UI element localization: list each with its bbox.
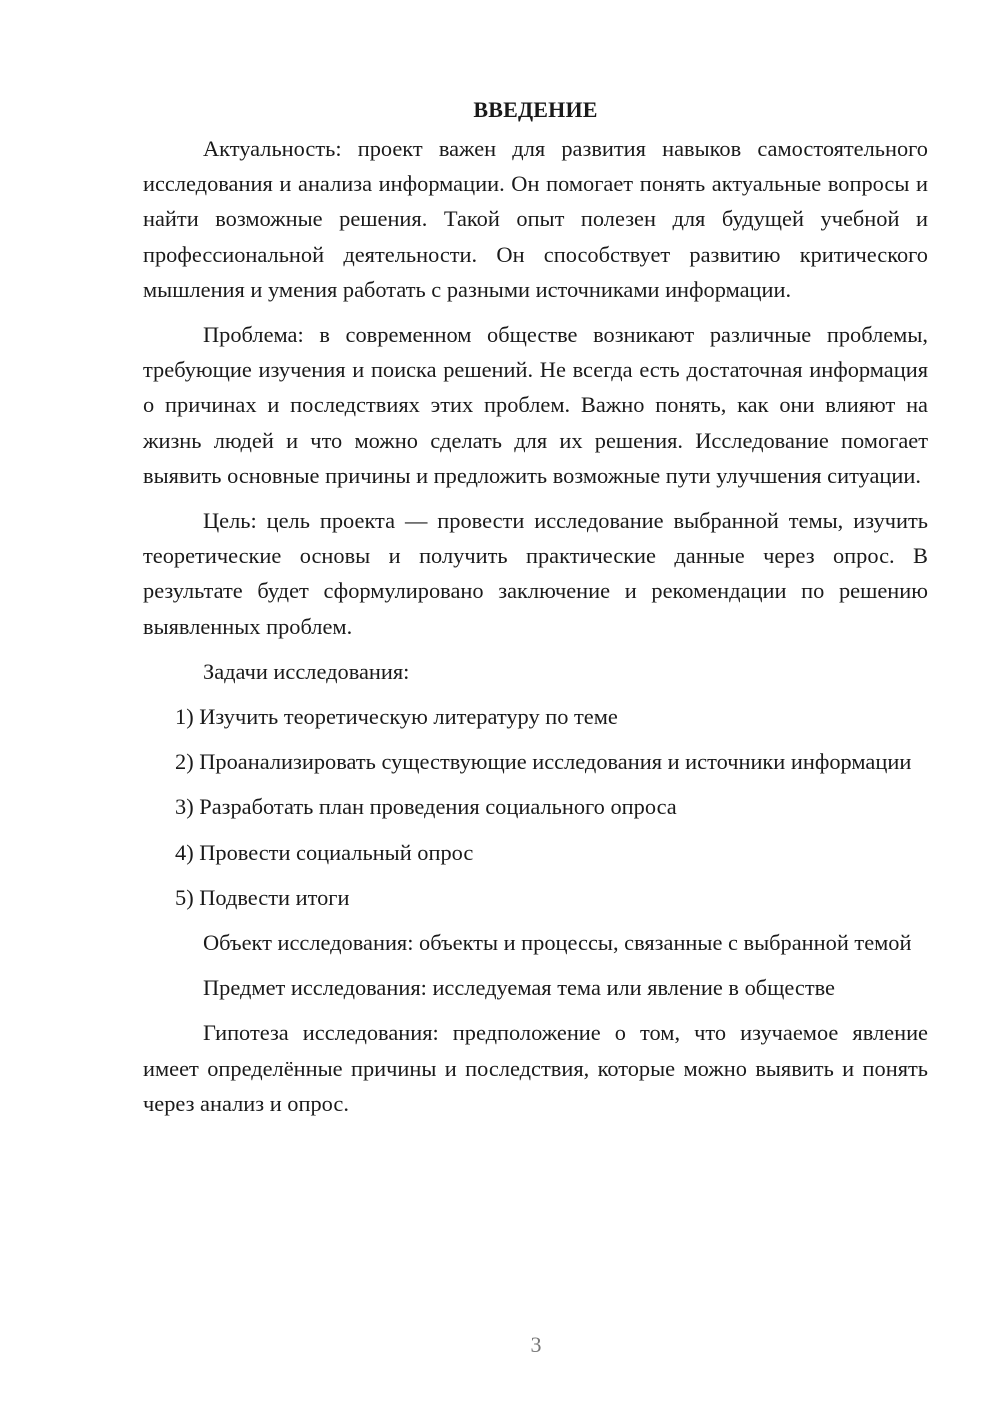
document-page [143,92,928,1131]
task-item-4: 4) Провести социальный опрос [175,839,474,865]
task-item-3: 3) Разработать план проведения социального опроса [175,794,677,820]
task-item-1: 1) Изучить теоретическую литературу по теме [175,704,618,730]
task-item-2: 2) Проанализировать существующие исследования и источники информации [175,749,912,775]
task-item-5: 5) Подвести итоги [175,884,350,910]
page-number: 3 [530,1332,542,1357]
object-paragraph: Объект исследования: объекты и процессы, связанные с выбранной темой [203,930,912,956]
hypothesis-paragraph: Гипотеза исследования: предположение о том, что изучаемое явление имеет определённые причины и последствия, которые можно выявить и понять через анализ и опрос. [143,1020,928,1116]
problem-paragraph: Проблема: в современном обществе возникают различные проблемы, требующие изучения и поиска решений. Не всегда есть достаточная информация о причинах и последствиях этих проблем. Важно понять, как они влияют на жизнь людей и что можно сделать для их решения. Исследование помогает выявить основные причины и предложить возможные пути улучшения ситуации. [143,322,928,488]
page-title: ВВЕДЕНИЕ [473,97,598,122]
tasks-heading: Задачи исследования: [203,658,410,684]
goal-paragraph: Цель: цель проекта — провести исследование выбранной темы, изучить теоретические основы и получить практические данные через опрос. В результате будет сформулировано заключение и рекомендации по решению выявленных проблем. [143,508,928,639]
subject-paragraph: Предмет исследования: исследуемая тема или явление в обществе [203,975,835,1001]
relevance-paragraph: Актуальность: проект важен для развития навыков самостоятельного исследования и анализа информации. Он помогает понять актуальные вопросы и найти возможные решения. Такой опыт полезен для будущей учебной и профессиональной деятельности. Он способствует развитию критического мышления и умения работать с разными источниками информации. [143,136,928,302]
